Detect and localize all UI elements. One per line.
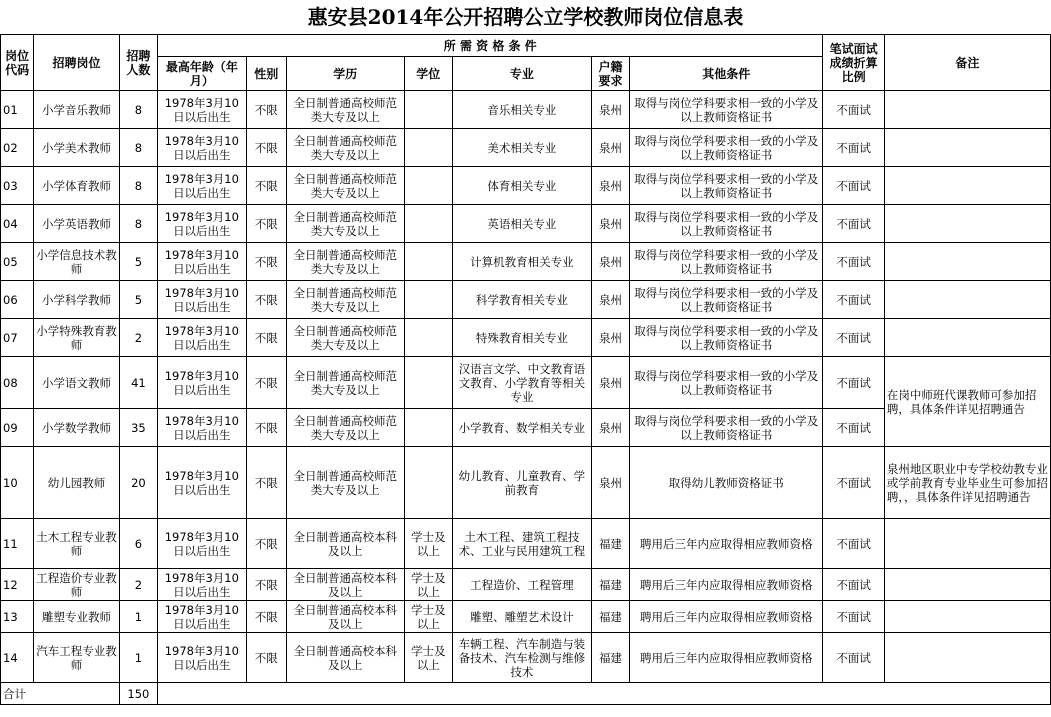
row-code: 12 xyxy=(1,569,34,601)
row-education: 全日制普通高校师范类大专及以上 xyxy=(286,243,404,281)
row-degree: 学士及以上 xyxy=(404,569,452,601)
row-hukou: 泉州 xyxy=(591,243,629,281)
row-ratio: 不面试 xyxy=(823,519,884,569)
row-education: 全日制普通高校本科及以上 xyxy=(286,633,404,683)
row-other: 取得与岗位学科要求相一致的小学及以上教师资格证书 xyxy=(630,319,823,357)
table-row xyxy=(1,129,1051,167)
row-age: 1978年3月10日以后出生 xyxy=(158,243,247,281)
row-ratio: 不面试 xyxy=(823,319,884,357)
row-major: 雕塑、雕塑艺术设计 xyxy=(452,601,591,633)
row-gender: 不限 xyxy=(246,205,286,243)
header-ratio: 笔试面试成绩折算比例 xyxy=(823,35,884,91)
row-other: 取得与岗位学科要求相一致的小学及以上教师资格证书 xyxy=(630,357,823,409)
row-major: 体育相关专业 xyxy=(452,167,591,205)
table-row xyxy=(1,519,1051,569)
row-position: 幼儿园教师 xyxy=(34,447,120,519)
row-code: 11 xyxy=(1,519,34,569)
recruitment-table xyxy=(0,34,1051,705)
row-degree: 学士及以上 xyxy=(404,601,452,633)
row-major: 美术相关专业 xyxy=(452,129,591,167)
row-degree xyxy=(404,129,452,167)
row-major: 计算机教育相关专业 xyxy=(452,243,591,281)
row-count: 20 xyxy=(119,447,157,519)
row-major: 英语相关专业 xyxy=(452,205,591,243)
row-position: 小学音乐教师 xyxy=(34,91,120,129)
row-major: 音乐相关专业 xyxy=(452,91,591,129)
row-code: 14 xyxy=(1,633,34,683)
row-count: 5 xyxy=(119,281,157,319)
row-gender: 不限 xyxy=(246,243,286,281)
row-degree: 学士及以上 xyxy=(404,519,452,569)
row-code: 03 xyxy=(1,167,34,205)
row-position: 小学体育教师 xyxy=(34,167,120,205)
header-count: 招聘人数 xyxy=(119,35,157,91)
row-age: 1978年3月10日以后出生 xyxy=(158,91,247,129)
row-other: 取得与岗位学科要求相一致的小学及以上教师资格证书 xyxy=(630,409,823,447)
row-other: 取得幼儿教师资格证书 xyxy=(630,447,823,519)
row-position: 小学数学教师 xyxy=(34,409,120,447)
row-degree: 学士及以上 xyxy=(404,633,452,683)
row-code: 01 xyxy=(1,91,34,129)
header-other: 其他条件 xyxy=(630,57,823,91)
row-other: 取得与岗位学科要求相一致的小学及以上教师资格证书 xyxy=(630,167,823,205)
header-age: 最高年龄（年月） xyxy=(158,57,247,91)
row-ratio: 不面试 xyxy=(823,447,884,519)
header-position: 招聘岗位 xyxy=(34,35,120,91)
table-row xyxy=(1,167,1051,205)
row-age: 1978年3月10日以后出生 xyxy=(158,357,247,409)
row-hukou: 泉州 xyxy=(591,129,629,167)
row-ratio: 不面试 xyxy=(823,167,884,205)
row-ratio: 不面试 xyxy=(823,409,884,447)
row-hukou: 泉州 xyxy=(591,281,629,319)
row-ratio: 不面试 xyxy=(823,281,884,319)
row-other: 取得与岗位学科要求相一致的小学及以上教师资格证书 xyxy=(630,281,823,319)
row-code: 13 xyxy=(1,601,34,633)
row-position: 小学信息技术教师 xyxy=(34,243,120,281)
row-code: 02 xyxy=(1,129,34,167)
remarks-empty xyxy=(884,601,1050,633)
row-major: 汉语言文学、中文教育语文教育、小学教育等相关专业 xyxy=(452,357,591,409)
remarks-empty xyxy=(884,281,1050,319)
row-major: 车辆工程、汽车制造与装备技术、汽车检测与维修技术 xyxy=(452,633,591,683)
row-age: 1978年3月10日以后出生 xyxy=(158,319,247,357)
row-ratio: 不面试 xyxy=(823,243,884,281)
row-age: 1978年3月10日以后出生 xyxy=(158,167,247,205)
row-degree xyxy=(404,205,452,243)
row-other: 取得与岗位学科要求相一致的小学及以上教师资格证书 xyxy=(630,205,823,243)
row-gender: 不限 xyxy=(246,91,286,129)
header-requirements: 所 需 资 格 条 件 xyxy=(158,35,823,57)
row-education: 全日制普通高校本科及以上 xyxy=(286,519,404,569)
row-count: 41 xyxy=(119,357,157,409)
row-count: 2 xyxy=(119,569,157,601)
row-position: 小学语文教师 xyxy=(34,357,120,409)
row-education: 全日制普通高校师范类大专及以上 xyxy=(286,205,404,243)
row-gender: 不限 xyxy=(246,281,286,319)
table-row xyxy=(1,447,1051,519)
row-hukou: 福建 xyxy=(591,601,629,633)
row-ratio: 不面试 xyxy=(823,601,884,633)
header-gender: 性别 xyxy=(246,57,286,91)
table-row xyxy=(1,569,1051,601)
row-position: 工程造价专业教师 xyxy=(34,569,120,601)
header-major: 专业 xyxy=(452,57,591,91)
row-major: 土木工程、建筑工程技术、工业与民用建筑工程 xyxy=(452,519,591,569)
total-filler xyxy=(158,683,1051,705)
remarks-empty xyxy=(884,319,1050,357)
row-degree xyxy=(404,167,452,205)
row-age: 1978年3月10日以后出生 xyxy=(158,129,247,167)
row-code: 07 xyxy=(1,319,34,357)
total-count: 150 xyxy=(119,683,157,705)
row-hukou: 泉州 xyxy=(591,91,629,129)
row-ratio: 不面试 xyxy=(823,129,884,167)
row-major: 科学教育相关专业 xyxy=(452,281,591,319)
row-major: 工程造价、工程管理 xyxy=(452,569,591,601)
row-count: 8 xyxy=(119,91,157,129)
row-education: 全日制普通高校师范类大专及以上 xyxy=(286,319,404,357)
row-age: 1978年3月10日以后出生 xyxy=(158,633,247,683)
remarks-empty xyxy=(884,633,1050,683)
row-position: 汽车工程专业教师 xyxy=(34,633,120,683)
row-count: 8 xyxy=(119,129,157,167)
row-gender: 不限 xyxy=(246,601,286,633)
row-gender: 不限 xyxy=(246,319,286,357)
row-degree xyxy=(404,243,452,281)
row-ratio: 不面试 xyxy=(823,91,884,129)
remarks-empty xyxy=(884,205,1050,243)
remarks-empty xyxy=(884,129,1050,167)
row-gender: 不限 xyxy=(246,633,286,683)
row-position: 小学美术教师 xyxy=(34,129,120,167)
row-hukou: 福建 xyxy=(591,519,629,569)
table-body xyxy=(1,91,1051,683)
row-position: 土木工程专业教师 xyxy=(34,519,120,569)
row-count: 1 xyxy=(119,633,157,683)
row-age: 1978年3月10日以后出生 xyxy=(158,601,247,633)
row-education: 全日制普通高校师范类大专及以上 xyxy=(286,129,404,167)
row-hukou: 泉州 xyxy=(591,447,629,519)
row-count: 5 xyxy=(119,243,157,281)
row-ratio: 不面试 xyxy=(823,357,884,409)
row-hukou: 泉州 xyxy=(591,409,629,447)
row-education: 全日制普通高校本科及以上 xyxy=(286,569,404,601)
row-gender: 不限 xyxy=(246,409,286,447)
row-education: 全日制普通高校本科及以上 xyxy=(286,601,404,633)
row-age: 1978年3月10日以后出生 xyxy=(158,447,247,519)
row-education: 全日制普通高校师范类大专及以上 xyxy=(286,409,404,447)
row-hukou: 福建 xyxy=(591,569,629,601)
row-education: 全日制普通高校师范类大专及以上 xyxy=(286,167,404,205)
row-degree xyxy=(404,91,452,129)
row-gender: 不限 xyxy=(246,357,286,409)
row-age: 1978年3月10日以后出生 xyxy=(158,281,247,319)
table-row xyxy=(1,357,1051,409)
row-ratio: 不面试 xyxy=(823,633,884,683)
row-count: 6 xyxy=(119,519,157,569)
row-gender: 不限 xyxy=(246,519,286,569)
row-code: 04 xyxy=(1,205,34,243)
row-code: 08 xyxy=(1,357,34,409)
header-code: 岗位代码 xyxy=(1,35,34,91)
row-age: 1978年3月10日以后出生 xyxy=(158,409,247,447)
row-age: 1978年3月10日以后出生 xyxy=(158,519,247,569)
row-gender: 不限 xyxy=(246,569,286,601)
table-row xyxy=(1,633,1051,683)
row-position: 小学特殊教育教师 xyxy=(34,319,120,357)
row-education: 全日制普通高校师范类大专及以上 xyxy=(286,281,404,319)
row-position: 小学英语教师 xyxy=(34,205,120,243)
row-other: 取得与岗位学科要求相一致的小学及以上教师资格证书 xyxy=(630,91,823,129)
table-row xyxy=(1,601,1051,633)
row-other: 聘用后三年内应取得相应教师资格 xyxy=(630,569,823,601)
row-count: 1 xyxy=(119,601,157,633)
row-gender: 不限 xyxy=(246,167,286,205)
row-ratio: 不面试 xyxy=(823,569,884,601)
remarks-note-08-09: 在岗中师班代课教师可参加招聘，具体条件详见招聘通告 xyxy=(884,357,1050,447)
row-ratio: 不面试 xyxy=(823,205,884,243)
remarks-note-10: 泉州地区职业中专学校幼教专业或学前教育专业毕业生可参加招聘，，具体条件详见招聘通告 xyxy=(884,447,1050,519)
row-gender: 不限 xyxy=(246,129,286,167)
header-remarks: 备注 xyxy=(884,35,1050,91)
row-hukou: 泉州 xyxy=(591,167,629,205)
table-row xyxy=(1,243,1051,281)
row-other: 取得与岗位学科要求相一致的小学及以上教师资格证书 xyxy=(630,243,823,281)
row-hukou: 福建 xyxy=(591,633,629,683)
remarks-empty xyxy=(884,569,1050,601)
remarks-empty xyxy=(884,91,1050,129)
row-hukou: 泉州 xyxy=(591,357,629,409)
row-education: 全日制普通高校师范类大专及以上 xyxy=(286,447,404,519)
row-degree xyxy=(404,357,452,409)
row-count: 8 xyxy=(119,167,157,205)
remarks-empty xyxy=(884,243,1050,281)
row-gender: 不限 xyxy=(246,447,286,519)
row-major: 幼儿教育、儿童教育、学前教育 xyxy=(452,447,591,519)
row-major: 特殊教育相关专业 xyxy=(452,319,591,357)
row-position: 小学科学教师 xyxy=(34,281,120,319)
row-code: 10 xyxy=(1,447,34,519)
row-count: 8 xyxy=(119,205,157,243)
row-position: 雕塑专业教师 xyxy=(34,601,120,633)
header-education: 学历 xyxy=(286,57,404,91)
row-degree xyxy=(404,447,452,519)
row-count: 2 xyxy=(119,319,157,357)
remarks-empty xyxy=(884,167,1050,205)
header-degree: 学位 xyxy=(404,57,452,91)
row-degree xyxy=(404,281,452,319)
row-degree xyxy=(404,409,452,447)
table-row xyxy=(1,319,1051,357)
row-hukou: 泉州 xyxy=(591,205,629,243)
row-count: 35 xyxy=(119,409,157,447)
row-other: 聘用后三年内应取得相应教师资格 xyxy=(630,519,823,569)
table-row xyxy=(1,281,1051,319)
row-other: 聘用后三年内应取得相应教师资格 xyxy=(630,633,823,683)
row-code: 05 xyxy=(1,243,34,281)
row-code: 06 xyxy=(1,281,34,319)
header-hukou: 户籍要求 xyxy=(591,57,629,91)
table-row xyxy=(1,91,1051,129)
row-education: 全日制普通高校师范类大专及以上 xyxy=(286,91,404,129)
row-degree xyxy=(404,319,452,357)
row-other: 聘用后三年内应取得相应教师资格 xyxy=(630,601,823,633)
row-major: 小学教育、数学相关专业 xyxy=(452,409,591,447)
row-education: 全日制普通高校师范类大专及以上 xyxy=(286,357,404,409)
total-label: 合计 xyxy=(1,683,120,705)
row-code: 09 xyxy=(1,409,34,447)
table-row xyxy=(1,205,1051,243)
row-hukou: 泉州 xyxy=(591,319,629,357)
remarks-empty xyxy=(884,519,1050,569)
row-age: 1978年3月10日以后出生 xyxy=(158,569,247,601)
page-title: 惠安县2014年公开招聘公立学校教师岗位信息表 xyxy=(307,5,744,29)
row-other: 取得与岗位学科要求相一致的小学及以上教师资格证书 xyxy=(630,129,823,167)
row-age: 1978年3月10日以后出生 xyxy=(158,205,247,243)
